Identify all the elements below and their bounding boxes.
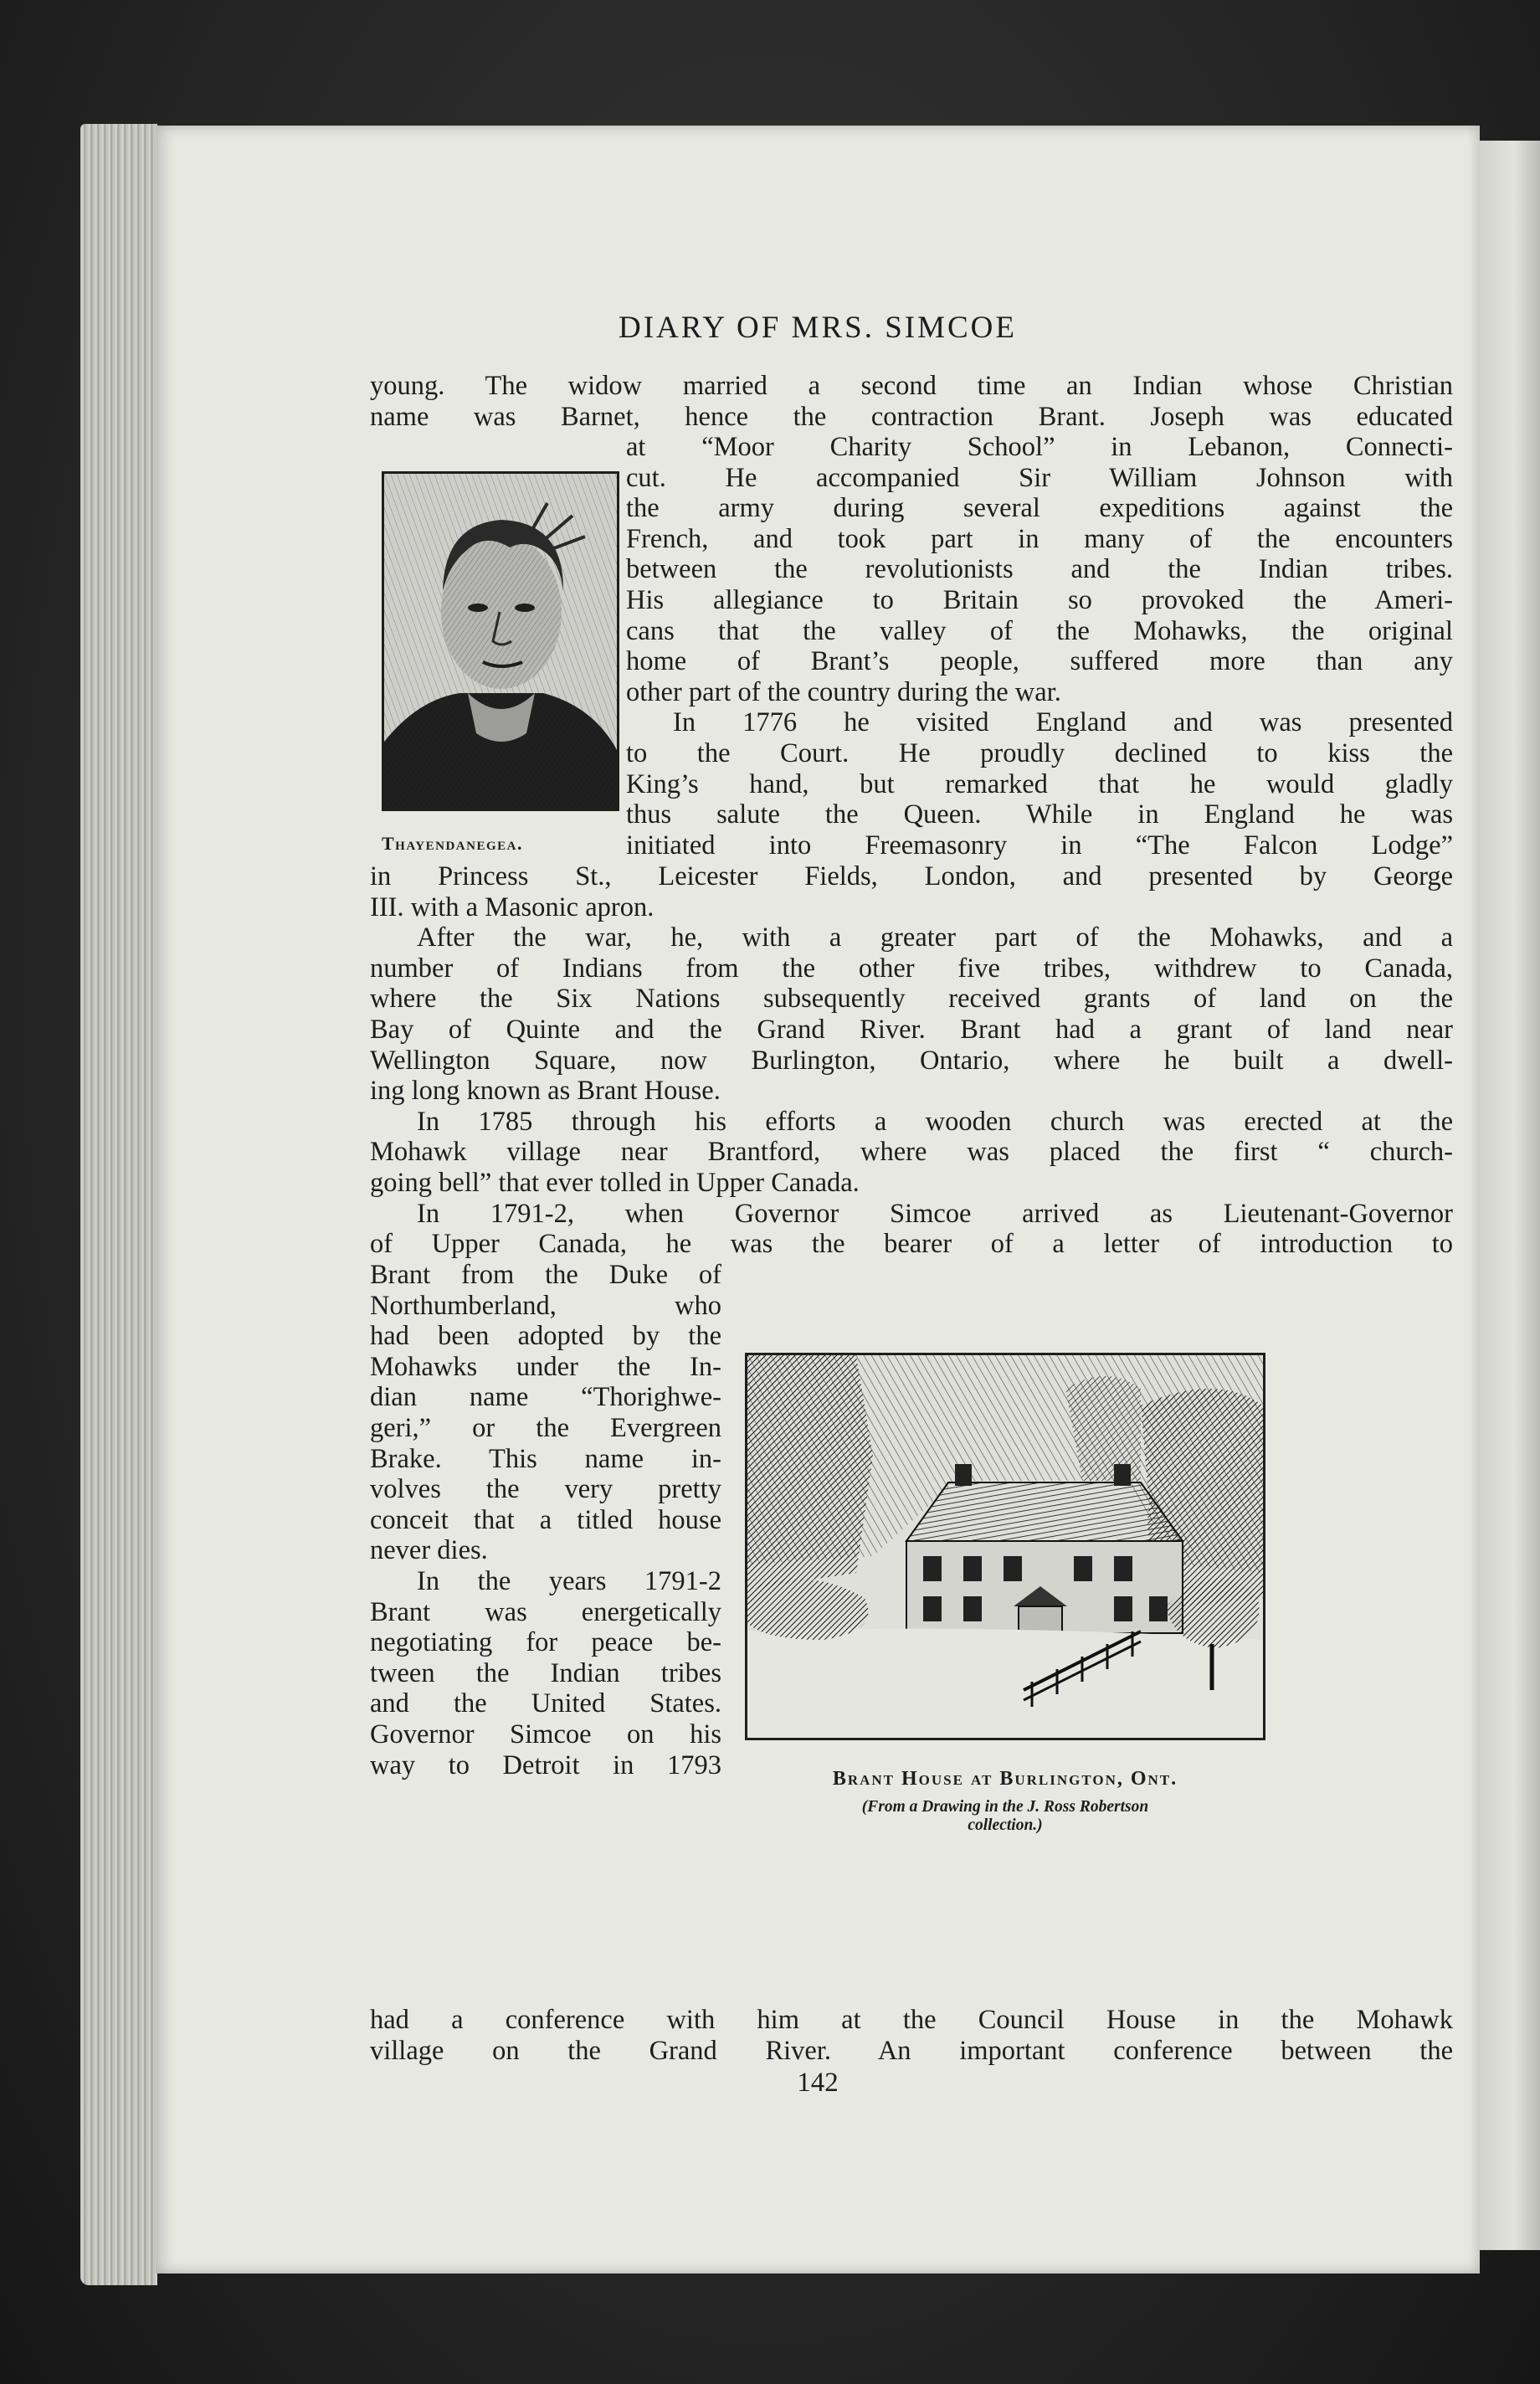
text-line: ing long known as Brant House. <box>370 1076 721 1107</box>
text-line: negotiating for peace be- <box>370 1627 721 1658</box>
text-line: Brake. This name in- <box>370 1443 721 1474</box>
house-credit-line: collection.) <box>968 1816 1043 1834</box>
facing-page-edge <box>1473 141 1540 2250</box>
text-block-top <box>370 371 1453 432</box>
text-block-wrap-house <box>370 1260 721 1780</box>
text-line: in Princess St., Leicester Fields, London, and presented by George <box>370 861 1453 891</box>
text-line: thus salute the Queen. While in England he was <box>626 799 1453 830</box>
portrait-caption: Thayendanegea. <box>382 833 523 854</box>
brant-house-illustration <box>745 1353 1265 1740</box>
text-line: way to Detroit in 1793 <box>370 1749 721 1780</box>
text-line: number of Indians from the other five tribes, withdrew to Canada, <box>370 953 1453 984</box>
text-line: In 1785 through his efforts a wooden church was erected at the <box>417 1106 1453 1137</box>
text-line: never dies. <box>370 1535 488 1566</box>
text-line: other part of the country during the war. <box>626 676 1061 707</box>
text-line: where the Six Nations subsequently received grants of land on the <box>370 984 1453 1015</box>
text-line: In 1776 he visited England and was presented <box>673 707 1453 738</box>
text-block-bottom <box>370 2005 1453 2066</box>
text-line: had been adopted by the <box>370 1321 721 1352</box>
house-credit-line: (From a Drawing in the J. Ross Robertson <box>861 1798 1149 1816</box>
text-line: home of Brant’s people, suffered more than any <box>626 646 1453 677</box>
house-engraving <box>747 1355 1263 1738</box>
text-line: tween the Indian tribes <box>370 1657 721 1688</box>
text-line: Bay of Quinte and the Grand River. Brant had a grant of land near <box>370 1014 1453 1045</box>
page-number: 142 <box>797 2068 839 2098</box>
text-line: going bell” that ever tolled in Upper Canada. <box>370 1167 860 1198</box>
text-line: French, and took part in many of the encounters <box>626 523 1453 554</box>
text-line: conceit that a titled house <box>370 1504 721 1535</box>
house-credit <box>742 1798 1269 1835</box>
text-line: Governor Simcoe on his <box>370 1719 721 1749</box>
text-line: King’s hand, but remarked that he would gladly <box>626 768 1453 799</box>
text-line: cut. He accompanied Sir William Johnson with <box>626 462 1453 493</box>
book-page-edges <box>80 124 157 2285</box>
text-line: at “Moor Charity School” in Lebanon, Connecti- <box>626 432 1453 462</box>
running-head: DIARY OF MRS. SIMCOE <box>619 311 1017 345</box>
text-line: geri,” or the Evergreen <box>370 1412 721 1443</box>
text-line: Brant was energetically <box>370 1596 721 1627</box>
text-line: Wellington Square, now Burlington, Ontario, where he built a dwell- <box>370 1045 1453 1076</box>
text-line: dian name “Thorighwe- <box>370 1382 721 1413</box>
text-line: of Upper Canada, he was the bearer of a letter of introduction to <box>370 1229 1453 1260</box>
text-line: Northumberland, who <box>370 1290 721 1321</box>
text-line: In 1791-2, when Governor Simcoe arrived as Lieutenant-Governor <box>417 1198 1453 1229</box>
text-line: the army during several expeditions against the <box>626 493 1453 524</box>
text-line: Mohawks under the In- <box>370 1351 721 1382</box>
text-line: His allegiance to Britain so provoked the Ameri- <box>626 584 1453 615</box>
text-line: had a conference with him at the Council House in the Mohawk <box>370 2005 1453 2035</box>
text-line: After the war, he, with a greater part of the Mohawks, and a <box>417 922 1453 953</box>
text-line: cans that the valley of the Mohawks, the original <box>626 615 1453 646</box>
text-block-wrap-portrait <box>626 432 1453 861</box>
text-line: initiated into Freemasonry in “The Falcon Lodge” <box>626 830 1453 861</box>
text-line: In the years 1791-2 <box>417 1565 721 1596</box>
house-caption: Brant House at Burlington, Ont. <box>832 1768 1178 1790</box>
portrait-engraving <box>384 474 617 809</box>
text-line: name was Barnet, hence the contraction Brant. Joseph was educated <box>370 401 1453 432</box>
text-line: between the revolutionists and the Indian tribes. <box>626 554 1453 585</box>
text-line: Brant from the Duke of <box>370 1260 721 1290</box>
text-line: volves the very pretty <box>370 1474 721 1505</box>
text-line: III. with a Masonic apron. <box>370 891 654 922</box>
text-line: to the Court. He proudly declined to kiss the <box>626 737 1453 768</box>
portrait-illustration <box>382 471 619 811</box>
text-line: Mohawk village near Brantford, where was placed the first “ church- <box>370 1137 1453 1168</box>
book-page <box>156 126 1480 2274</box>
text-line: young. The widow married a second time an Indian whose Christian <box>370 371 1453 401</box>
text-block-middle <box>370 861 1453 1260</box>
text-line: village on the Grand River. An important conference between the <box>370 2035 1453 2066</box>
text-line: and the United States. <box>370 1688 721 1719</box>
